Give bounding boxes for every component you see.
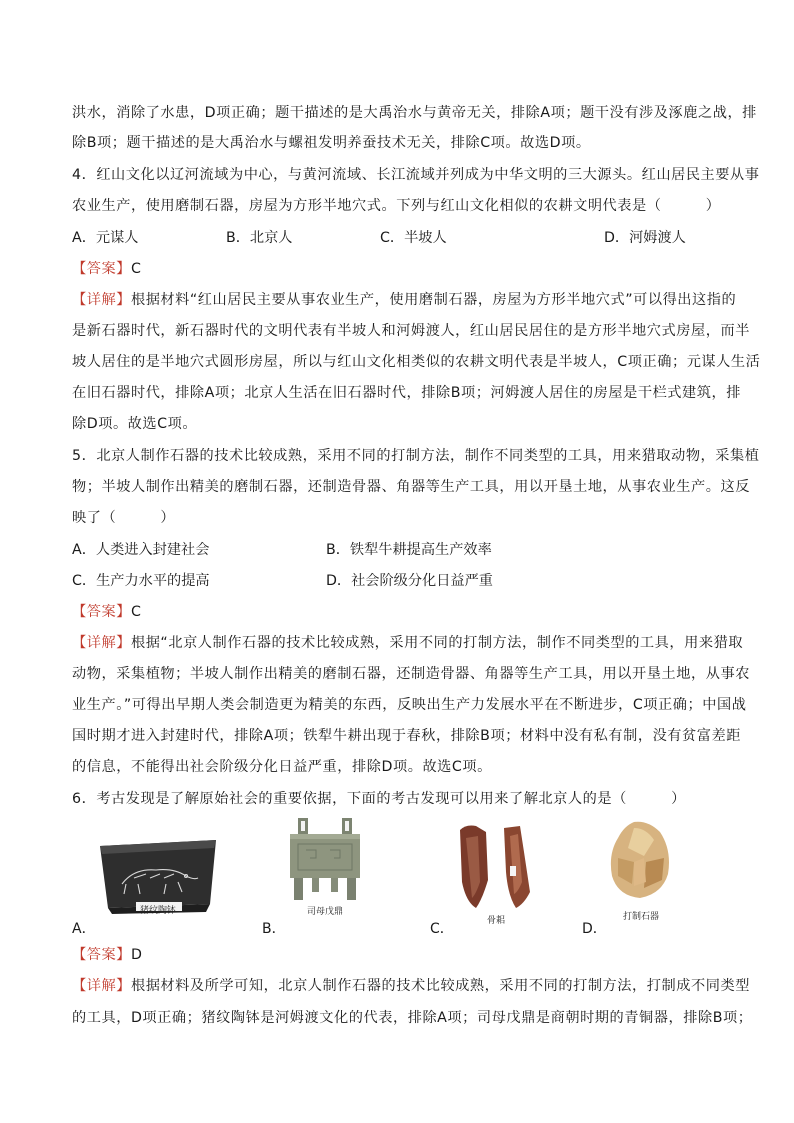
q5-explanation-line-5: 的信息，不能得出社会阶级分化日益严重，排除D项。故选C项。 (72, 759, 492, 775)
q5-option-a: A．人类进入封建社会 (72, 542, 210, 558)
q4-explanation-line-4: 在旧石器时代，排除A项；北京人生活在旧石器时代，排除B项；河姆渡人居住的房屋是干栏式建筑，排 (72, 385, 741, 401)
answer-tag: 【答案】 (72, 947, 131, 963)
q4-explanation-line-1: 【详解】根据材料“红山居民主要从事农业生产，使用磨制石器，房屋为方形半地穴式”可以得出这指的 (72, 292, 737, 308)
q5-explanation-line-1: 【详解】根据“北京人制作石器的技术比较成熟，采用不同的打制方法，制作不同类型的工具，用来猎取 (72, 635, 744, 651)
q4-explanation-line-2: 是新石器时代，新石器时代的文明代表有半坡人和河姆渡人，红山居民居住的是方形半地穴式房屋，而半 (72, 323, 750, 339)
q4-option-d: D．河姆渡人 (604, 230, 686, 246)
simuwu-ding-image (284, 818, 366, 912)
q5-option-c: C．生产力水平的提高 (72, 573, 210, 589)
q5-option-d: D．社会阶级分化日益严重 (326, 573, 493, 589)
q6-answer: 【答案】D (72, 947, 143, 963)
image-a-caption: 猪纹陶钵 (139, 906, 176, 916)
image-d-label: D． (582, 921, 607, 937)
q5-answer: 【答案】C (72, 604, 142, 620)
q6-question: 6．考古发现是了解原始社会的重要依据，下面的考古发现可以用来了解北京人的是（ ） (72, 791, 686, 807)
q5-explanation-line-2: 动物，采集植物；半坡人制作出精美的磨制石器，还制造骨器、角器等生产工具，用以开垦土地，从事农 (72, 666, 750, 682)
q5-explanation-line-4: 国时期才进入封建时代，排除A项；铁犁牛耕出现于春秋，排除B项；材料中没有私有制，没有贫富差距 (72, 728, 741, 744)
explain-tag: 【详解】 (72, 292, 131, 308)
q4-explanation-line-5: 除D项。故选C项。 (72, 416, 198, 432)
q5-option-b: B．铁犁牛耕提高生产效率 (326, 542, 492, 558)
image-b-label: B． (262, 921, 286, 937)
explain-tag: 【详解】 (72, 635, 131, 651)
q6-explanation-line-1: 【详解】根据材料及所学可知，北京人制作石器的技术比较成熟，采用不同的打制方法，打制成不同类型 (72, 978, 750, 994)
image-b-caption: 司母戊鼎 (306, 907, 343, 917)
q4-question-line-2: 农业生产，使用磨制石器，房屋为方形半地穴式。下列与红山文化相似的农耕文明代表是（ ） (72, 198, 721, 214)
q4-question-line-1: 4．红山文化以辽河流域为中心，与黄河流域、长江流域并列成为中华文明的三大源头。红山居民主要从事 (72, 167, 760, 183)
image-c-caption: 骨耜 (486, 916, 505, 926)
q4-answer: 【答案】C (72, 261, 142, 277)
answer-tag: 【答案】 (72, 604, 131, 620)
q5-question-line-1: 5．北京人制作石器的技术比较成熟，采用不同的打制方法，制作不同类型的工具，用来猎取动物，采集植 (72, 448, 760, 464)
bone-spade-image (452, 822, 540, 912)
q3-explanation-line-1: 洪水，消除了水患，D项正确；题干描述的是大禹治水与黄帝无关，排除A项；题干没有涉及涿鹿之战，排 (72, 105, 757, 121)
q5-question-line-3: 映了（ ） (72, 510, 176, 526)
chipped-stone-tool-image (604, 818, 676, 900)
q5-explanation-line-3: 业生产。”可得出早期人类会制造更为精美的东西，反映出生产力发展水平在不断进步，C项正确；中国战 (72, 697, 747, 713)
q4-option-a: A．元谋人 (72, 230, 139, 246)
q3-explanation-line-2: 除B项；题干描述的是大禹治水与螺祖发明养蚕技术无关，排除C项。故选D项。 (72, 135, 591, 151)
q6-explanation-line-2: 的工具，D项正确；猪纹陶钵是河姆渡文化的代表，排除A项；司母戊鼎是商朝时期的青铜器，排除B项； (72, 1010, 753, 1026)
image-c-label: C． (430, 921, 454, 937)
image-d-caption: 打制石器 (622, 912, 659, 922)
q4-explanation-line-3: 坡人居住的是半地穴式圆形房屋，所以与红山文化相类似的农耕文明代表是半坡人，C项正确；元谋人生活 (72, 354, 761, 370)
answer-tag: 【答案】 (72, 261, 131, 277)
explain-tag: 【详解】 (72, 978, 131, 994)
q5-question-line-2: 物；半坡人制作出精美的磨制石器，还制造骨器、角器等生产工具，用以开垦土地，从事农业生产。这反 (72, 479, 750, 495)
q4-option-c: C．半坡人 (380, 230, 447, 246)
image-a-label: A． (72, 921, 96, 937)
q4-option-b: B．北京人 (226, 230, 293, 246)
